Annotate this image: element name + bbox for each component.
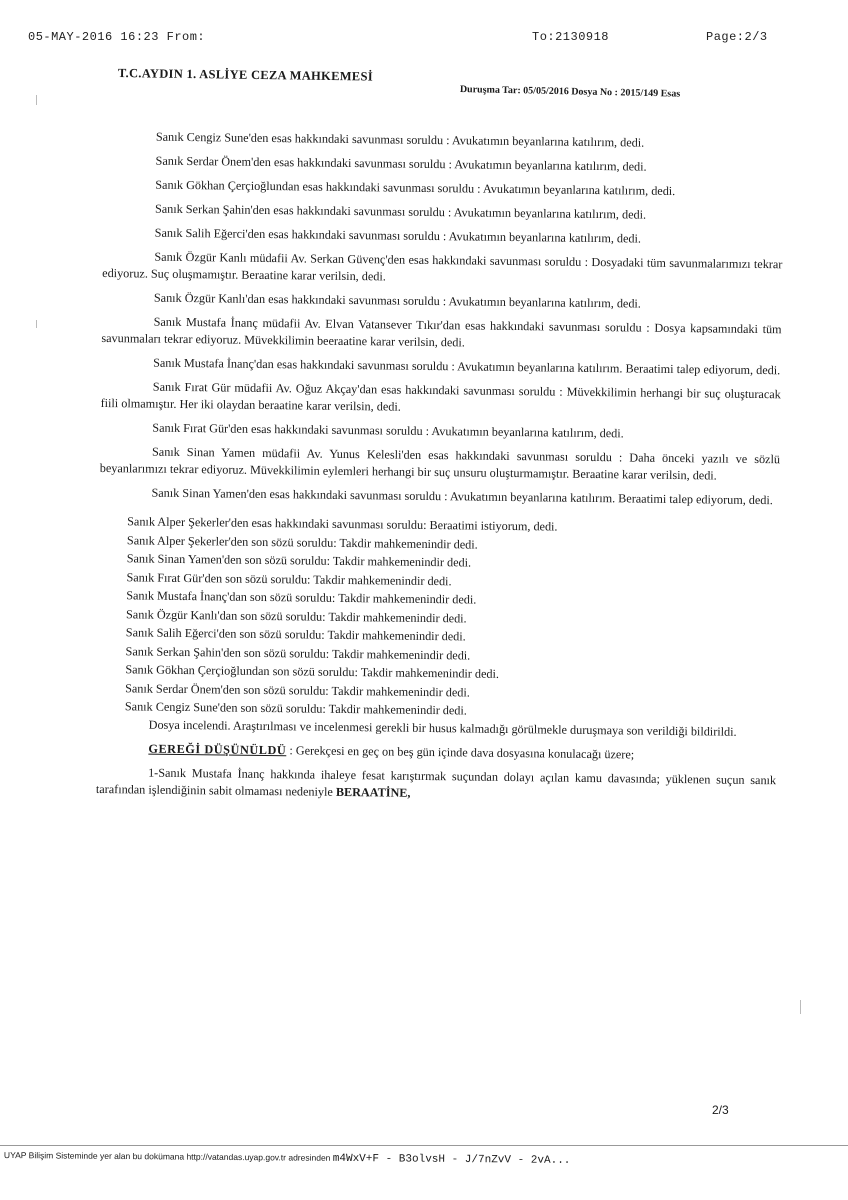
fax-header-to: To:2130918 <box>532 30 610 44</box>
statement-paragraph: Sanık Gökhan Çerçioğlundan esas hakkındaki savunması soruldu : Avukatımın beyanlarına katılırım, dedi. <box>155 177 676 198</box>
final-word-line: Sanık Mustafa İnanç'dan son sözü soruldu: Takdir mahkemenindir dedi. <box>126 588 477 607</box>
statement-paragraph: Sanık Sinan Yamen'den esas hakkındaki savunması soruldu : Avukatımın beyanlarına katılırım. Beraatimi talep ediyorum, dedi. <box>151 485 773 508</box>
final-word-line: Sanık Cengiz Sune'den son sözü soruldu: Takdir mahkemenindir dedi. <box>124 699 467 718</box>
final-word-line: Sanık Gökhan Çerçioğlundan son sözü soruldu: Takdir mahkemenindir dedi. <box>125 662 500 681</box>
final-word-line: Sanık Alper Şekerler'den esas hakkındaki savunması soruldu: Beraatimi istiyorum, dedi. <box>127 514 558 534</box>
final-word-line: Sanık Salih Eğerci'den son sözü soruldu: Takdir mahkemenindir dedi. <box>125 625 466 644</box>
statement-paragraph: Sanık Sinan Yamen müdafii Av. Yunus Kelesli'den esas hakkındaki savunması soruldu : Daha önceki yazılı ve sözlü beyanlarımızı tekrar ediyoruz. Müvekkilimin eylemleri herhangi bir suç unsuru oluşturmamıştır. Beraatine karar verilsin, dedi. <box>99 444 781 483</box>
final-word-line: Sanık Özgür Kanlı'dan son sözü soruldu: Takdir mahkemenindir dedi. <box>125 606 467 625</box>
final-word-line: Sanık Alper Şekerler'den son sözü soruldu: Takdir mahkemenindir dedi. <box>126 532 478 552</box>
footer-hash: m4WxV+F - B3olvsH - J/7nZvV - 2vA... <box>332 1152 571 1167</box>
statement-paragraph: Sanık Mustafa İnanç'dan esas hakkındaki savunması soruldu : Avukatımın beyanlarına katılırım. Beraatimi talep ediyorum, dedi. <box>153 355 781 378</box>
hearing-meta: Duruşma Tar: 05/05/2016 Dosya No : 2015/149 Esas <box>459 84 681 100</box>
statement-paragraph: Sanık Serkan Şahin'den esas hakkındaki savunması soruldu : Avukatımın beyanlarına katılırım, dedi. <box>154 201 647 222</box>
statement-paragraph: Sanık Fırat Gür'den esas hakkındaki savunması soruldu : Avukatımın beyanlarına katılırım, dedi. <box>152 420 624 441</box>
statement-paragraph: Sanık Özgür Kanlı müdafii Av. Serkan Güvenç'den esas hakkındaki savunması soruldu : Dosyadaki tüm savunmalarımızı tekrar ediyoruz. Suç oluşmamıştır. Beraatine karar verilsin, dedi. <box>102 249 783 284</box>
statement-paragraph: Sanık Serdar Önem'den esas hakkındaki savunması soruldu : Avukatımın beyanlarına katılırım, dedi. <box>155 153 647 174</box>
final-word-line: Sanık Sinan Yamen'den son sözü soruldu: Takdir mahkemenindir dedi. <box>126 551 472 570</box>
document-body <box>96 128 784 813</box>
statement-paragraph: Sanık Fırat Gür müdafii Av. Oğuz Akçay'dan esas hakkındaki savunması soruldu : Müvekkilimin herhangi bir suç oluşturacak fiili olmamıştır. Her iki olaydan beraatine karar verilsin, dedi. <box>100 379 781 414</box>
verdict-paragraph: 1-Sanık Mustafa İnanç hakkında ihaleye fesat karıştırmak suçundan dolayı açılan kamu davasında; yüklenen suçun sanık tarafından işlendiğinin sabit olmaması nedeniyle BERAATİNE, <box>95 765 777 800</box>
statement-paragraphs <box>99 128 784 509</box>
final-words-list <box>97 512 779 724</box>
footer-divider <box>0 1145 848 1146</box>
page-number: 2/3 <box>712 1103 729 1117</box>
fax-header-page: Page:2/3 <box>706 30 768 44</box>
uyap-footer: UYAP Bilişim Sisteminde yer alan bu dokümana http://vatandas.uyap.gov.tr adresinden m4WxV+F - B3olvsH - J/7nZvV - 2vA... <box>3 1150 571 1167</box>
statement-paragraph: Sanık Salih Eğerci'den esas hakkındaki savunması soruldu : Avukatımın beyanlarına katılırım, dedi. <box>154 225 642 246</box>
gerek-heading: GEREĞİ DÜŞÜNÜLDÜ <box>148 741 287 757</box>
gerek-paragraph: GEREĞİ DÜŞÜNÜLDÜ : Gerekçesi en geç on beş gün içinde dava dosyasına konulacağı üzere; <box>148 741 635 762</box>
statement-paragraph: Sanık Mustafa İnanç müdafii Av. Elvan Vatansever Tıkır'dan esas hakkındaki savunması soruldu : Dosya kapsamındaki tüm savunmaları tekrar ediyoruz. Müvekkilimin beeraatine karar verilsin, dedi. <box>101 314 782 350</box>
final-word-line: Sanık Serkan Şahin'den son sözü soruldu: Takdir mahkemenindir dedi. <box>125 643 471 663</box>
final-word-line: Sanık Serdar Önem'den son sözü soruldu: Takdir mahkemenindir dedi. <box>125 680 470 700</box>
closing-paragraph: Dosya incelendi. Araştırılması ve incelenmesi gerekli bir husus kalmadığı görülmekle duruşmaya son verildiği bildirildi. <box>148 717 737 739</box>
verdict-bold: BERAATİNE, <box>335 784 411 800</box>
fax-header-date: 05-MAY-2016 16:23 From: <box>28 30 206 44</box>
court-name: T.C.AYDIN 1. ASLİYE CEZA MAHKEMESİ <box>117 66 374 84</box>
statement-paragraph: Sanık Cengiz Sune'den esas hakkındaki savunması soruldu : Avukatımın beyanlarına katılırım, dedi. <box>155 129 645 150</box>
final-word-line: Sanık Fırat Gür'den son sözü soruldu: Takdir mahkemenindir dedi. <box>126 569 452 588</box>
statement-paragraph: Sanık Özgür Kanlı'dan esas hakkındaki savunması soruldu : Avukatımın beyanlarına katılırım, dedi. <box>153 290 641 311</box>
